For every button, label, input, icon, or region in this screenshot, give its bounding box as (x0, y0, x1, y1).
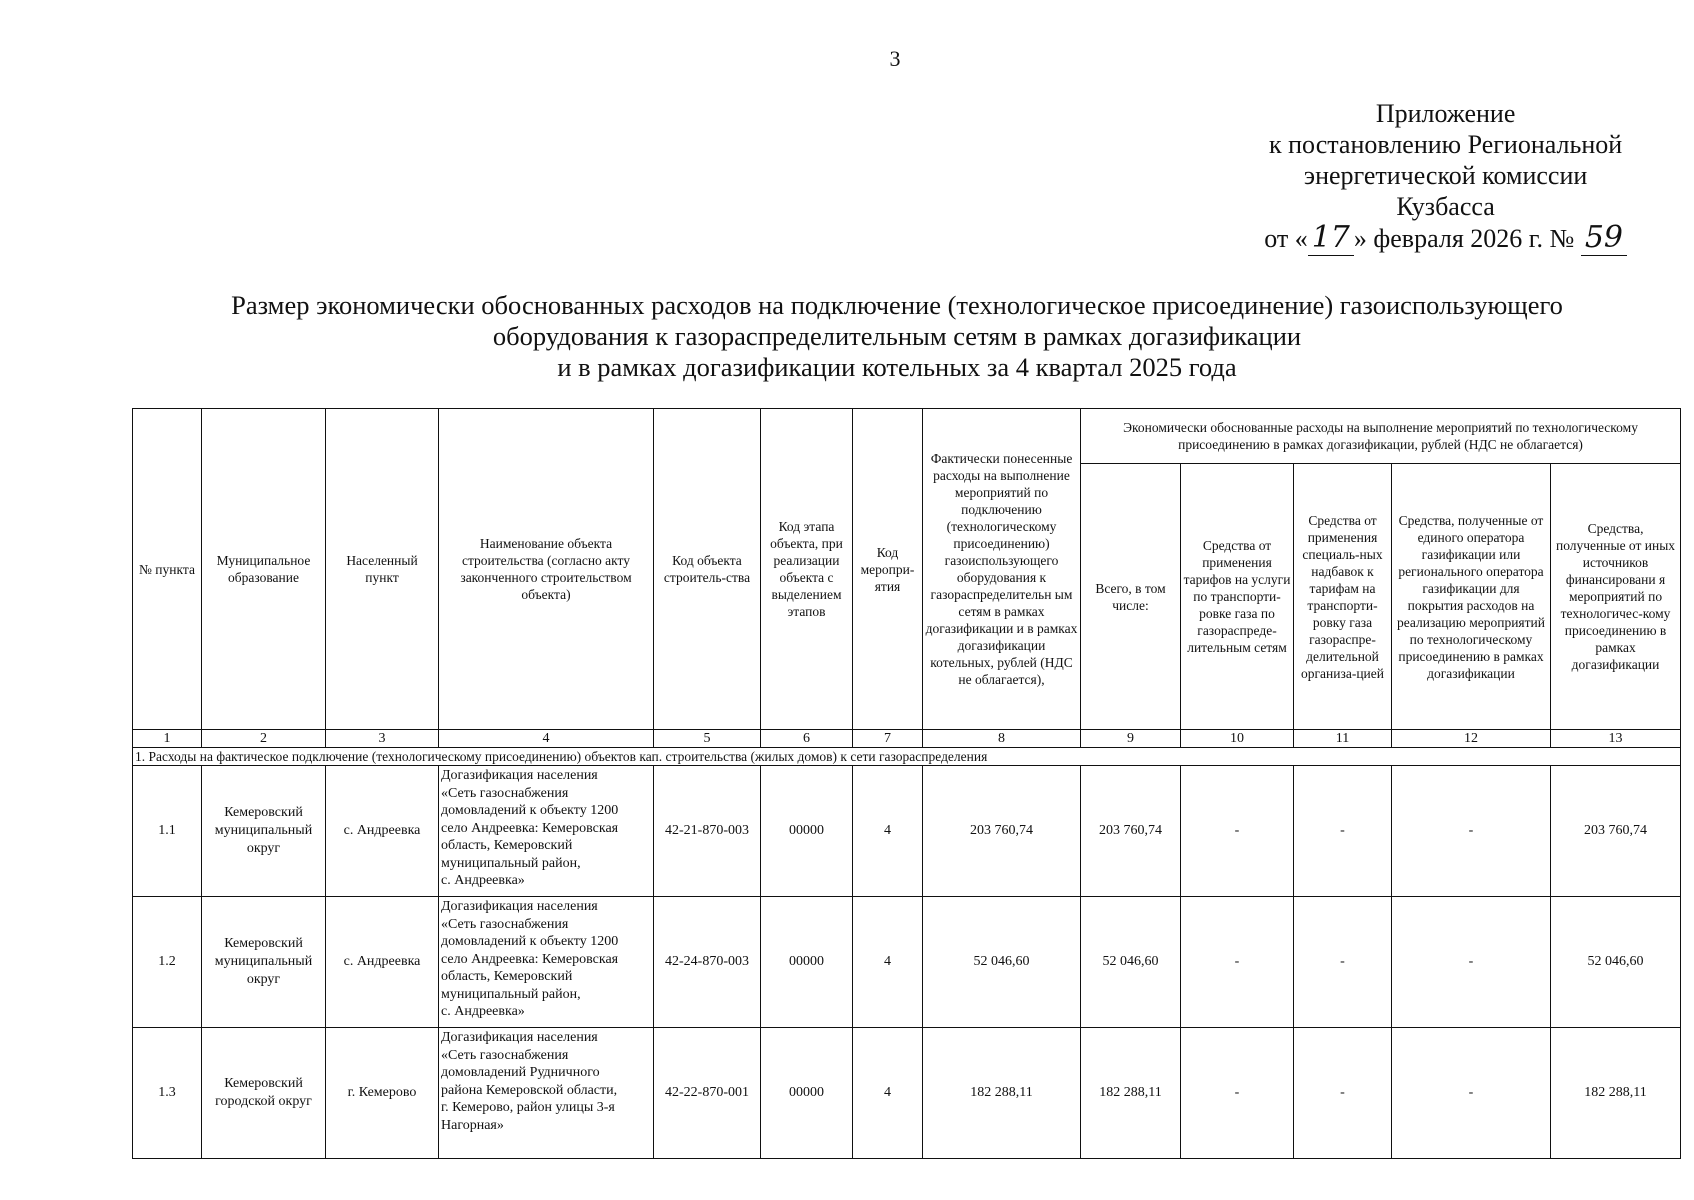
column-number: 5 (654, 730, 761, 748)
header-actual-expenses: Фактически понесенные расходы на выполнение мероприятий по подключению (технологическому присоединению) газоиспользующего оборудования к газораспределительн ым сетям в рамках догазификации и в рамках догазификации котельных, рублей (НДС не облагается), (923, 409, 1081, 730)
header-settlement: Населенный пункт (326, 409, 439, 730)
header-event-code: Код меропри-ятия (853, 409, 923, 730)
column-number: 3 (326, 730, 439, 748)
total-expenses: 182 288,11 (1081, 1028, 1181, 1159)
object-name-line: муниципальный район, (441, 855, 581, 871)
settlement: г. Кемерово (326, 1028, 439, 1159)
header-surcharge-funds: Средства от применения специаль-ных надбавок к тарифам на транспорти-ровку газа газораспре-делительной организа-цией (1294, 464, 1392, 730)
surcharge-funds: - (1294, 897, 1392, 1028)
object-name-line: с. Андреевка» (441, 1004, 525, 1019)
object-name-line: г. Кемерово, район улицы 3-я (441, 1100, 615, 1115)
column-number: 8 (923, 730, 1081, 748)
table-row (133, 1028, 1681, 1159)
appendix-block (1264, 98, 1627, 254)
column-number: 2 (202, 730, 326, 748)
header-item-number: № пункта (133, 409, 202, 730)
object-name-line: домовладений к объекту 1200 (441, 803, 619, 818)
column-numbers-row (133, 730, 1681, 748)
expenses-table (132, 408, 1681, 1159)
column-number: 10 (1181, 730, 1294, 748)
column-number: 9 (1081, 730, 1181, 748)
object-name-line: района Кемеровской области, (441, 1082, 618, 1098)
column-number: 1 (133, 730, 202, 748)
total-expenses: 203 760,74 (1081, 766, 1181, 897)
header-stage-code: Код этапа объекта, при реализации объекта с выделением этапов (761, 409, 853, 730)
object-code: 42-21-870-003 (654, 766, 761, 897)
header-total: Всего, в том числе: (1081, 464, 1181, 730)
table-row (133, 897, 1681, 1028)
object-name-line: «Сеть газоснабжения (441, 785, 569, 801)
title-line-3: и в рамках догазификации котельных за 4 квартал 2025 года (557, 352, 1237, 382)
date-prefix: от « (1264, 224, 1308, 253)
object-name-line: домовладений к объекту 1200 (441, 934, 619, 949)
object-name-line: область, Кемеровский (441, 969, 573, 984)
operator-funds: - (1392, 766, 1551, 897)
tariff-funds: - (1181, 766, 1294, 897)
object-name-line: домовладений Рудничного (441, 1065, 600, 1080)
title-line-1: Размер экономически обоснованных расходов на подключение (технологическое присоединение) газоиспользующего (231, 290, 1563, 320)
item-number: 1.2 (133, 897, 202, 1028)
appendix-line-3: энергетической комиссии (1303, 161, 1588, 190)
municipality: Кемеровский муниципальный округ (202, 897, 326, 1028)
other-funds: 52 046,60 (1551, 897, 1681, 1028)
object-name-line: село Андреевка: Кемеровская (441, 820, 619, 836)
actual-expenses: 52 046,60 (923, 897, 1081, 1028)
column-number: 12 (1392, 730, 1551, 748)
object-name (439, 897, 654, 1028)
document-title (110, 290, 1684, 383)
actual-expenses: 182 288,11 (923, 1028, 1081, 1159)
page-number: 3 (889, 46, 901, 71)
tariff-funds: - (1181, 897, 1294, 1028)
object-name-line: «Сеть газоснабжения (441, 1047, 569, 1063)
operator-funds: - (1392, 897, 1551, 1028)
column-number: 13 (1551, 730, 1681, 748)
table-row (133, 766, 1681, 897)
section-title: 1. Расходы на фактическое подключение (технологическому присоединению) объектов кап. строительства (жилых домов) к сети газораспределения (133, 748, 1681, 766)
header-object-code: Код объекта строитель-ства (654, 409, 761, 730)
handwritten-day: 17 (1308, 220, 1354, 256)
tariff-funds: - (1181, 1028, 1294, 1159)
stage-code: 00000 (761, 1028, 853, 1159)
appendix-date-line (1264, 222, 1627, 254)
municipality: Кемеровский городской округ (202, 1028, 326, 1159)
item-number: 1.1 (133, 766, 202, 897)
event-code: 4 (853, 766, 923, 897)
section-row (133, 748, 1681, 766)
object-name-line: «Сеть газоснабжения (441, 916, 569, 932)
total-expenses: 52 046,60 (1081, 897, 1181, 1028)
column-number: 11 (1294, 730, 1392, 748)
object-name-line: село Андреевка: Кемеровская (441, 951, 619, 967)
date-middle: » февраля 2026 г. № (1353, 224, 1575, 253)
object-name-line: муниципальный район, (441, 986, 581, 1002)
header-object-name: Наименование объекта строительства (согласно акту законченного строительством объекта) (439, 409, 654, 730)
stage-code: 00000 (761, 897, 853, 1028)
header-other-funds: Средства, полученные от иных источников финансировани я мероприятий по технологичес-кому присоединению в рамках догазификации (1551, 464, 1681, 730)
operator-funds: - (1392, 1028, 1551, 1159)
header-justified-expenses-group: Экономически обоснованные расходы на выполнение мероприятий по технологическому присоединению в рамках догазификации, рублей (НДС не облагается) (1081, 409, 1681, 464)
surcharge-funds: - (1294, 766, 1392, 897)
other-funds: 203 760,74 (1551, 766, 1681, 897)
appendix-line-4: Кузбасса (1396, 192, 1495, 221)
other-funds: 182 288,11 (1551, 1028, 1681, 1159)
column-number: 6 (761, 730, 853, 748)
object-name-line: Догазификация населения (441, 768, 598, 783)
item-number: 1.3 (133, 1028, 202, 1159)
title-line-2: оборудования к газораспределительным сетям в рамках догазификации (492, 321, 1302, 351)
object-name (439, 1028, 654, 1159)
appendix-line-1: Приложение (1375, 99, 1516, 128)
object-code: 42-24-870-003 (654, 897, 761, 1028)
header-tariff-funds: Средства от применения тарифов на услуги по транспорти-ровке газа по газораспреде-лительным сетям (1181, 464, 1294, 730)
event-code: 4 (853, 897, 923, 1028)
column-number: 4 (439, 730, 654, 748)
object-name-line: Догазификация населения (441, 899, 598, 914)
header-municipality: Муниципальное образование (202, 409, 326, 730)
settlement: с. Андреевка (326, 897, 439, 1028)
event-code: 4 (853, 1028, 923, 1159)
object-name-line: область, Кемеровский (441, 838, 573, 853)
object-name-line: с. Андреевка» (441, 873, 525, 888)
settlement: с. Андреевка (326, 766, 439, 897)
object-name-line: Нагорная» (441, 1117, 504, 1133)
column-number: 7 (853, 730, 923, 748)
appendix-line-2: к постановлению Региональной (1269, 130, 1623, 159)
object-name-line: Догазификация населения (441, 1030, 598, 1045)
object-name (439, 766, 654, 897)
stage-code: 00000 (761, 766, 853, 897)
header-row-1 (133, 409, 1681, 464)
municipality: Кемеровский муниципальный округ (202, 766, 326, 897)
header-operator-funds: Средства, полученные от единого оператора газификации или регионального оператора газификации для покрытия расходов на реализацию мероприятий по технологическому присоединению в рамках догазификации (1392, 464, 1551, 730)
handwritten-number: 59 (1581, 220, 1627, 256)
surcharge-funds: - (1294, 1028, 1392, 1159)
object-code: 42-22-870-001 (654, 1028, 761, 1159)
actual-expenses: 203 760,74 (923, 766, 1081, 897)
